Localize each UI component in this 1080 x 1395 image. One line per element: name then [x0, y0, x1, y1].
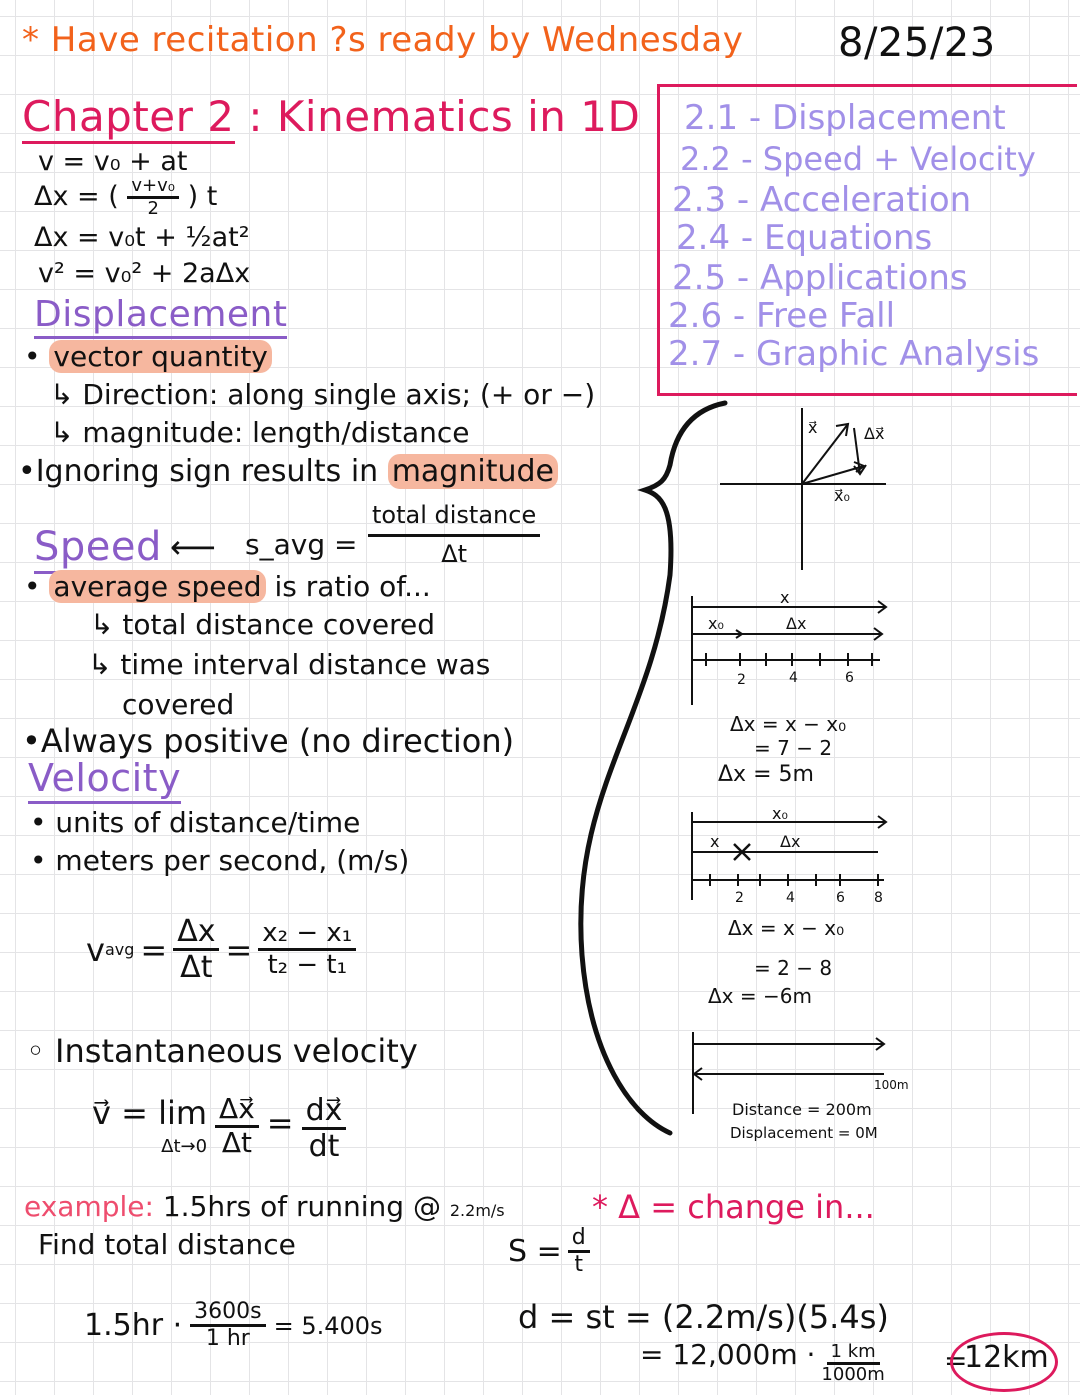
number-line-diagram-1 [680, 590, 900, 710]
equation-3: Δx = v₀t + ½at² [34, 222, 250, 253]
distance-calc-line-2: = 12,000m · $\frac{1 km}{1000m}$ [640, 1338, 885, 1385]
line1-calc-2: = 7 − 2 [754, 736, 833, 760]
line2-calc-1: Δx = x − x₀ [728, 916, 845, 940]
toc-item: 2.6 - Free Fall [668, 296, 896, 336]
round-trip-length-label: 100m [874, 1078, 909, 1092]
example-problem: example: 1.5hrs of running @ 2.2m/s [24, 1190, 505, 1223]
displacement-magnitude: ↳ magnitude: length/distance [50, 416, 470, 449]
speed-average-bullet: • average speed is ratio of... [24, 570, 431, 603]
line2-dx-label: Δx [780, 832, 801, 851]
average-velocity-formula: v avg = $\frac{\Delta x}{\Delta t}$ = $\frac{\text{x₂ − x₁}}{\text{t₂ − t₁}}$ [86, 915, 356, 984]
line1-tick-label: 2 [737, 672, 746, 688]
line1-calc-3: Δx = 5m [718, 762, 814, 787]
velocity-heading: Velocity [28, 756, 181, 800]
equation-4: v² = v₀² + 2aΔx [38, 258, 251, 289]
distance-calc-line-1: d = st = (2.2m/s)(5.4s) [518, 1298, 889, 1336]
toc-item: 2.3 - Acceleration [672, 180, 972, 220]
line2-tick-label: 6 [836, 890, 845, 906]
line2-tick-label: 4 [786, 890, 795, 906]
answer-equals: = [944, 1344, 968, 1377]
speed-formula-fraction: $\frac{\text{total distance}}{\Delta t}$ [368, 502, 540, 568]
line2-tick-label: 2 [735, 890, 744, 906]
velocity-mps: • meters per second, (m/s) [30, 844, 410, 877]
toc-item: 2.2 - Speed + Velocity [680, 140, 1036, 178]
note-date: 8/25/23 [838, 20, 996, 66]
eq2-fraction: $\frac{\text{v+v₀}}{2}$ [127, 176, 179, 219]
line1-x0-label: x₀ [708, 614, 724, 633]
speed-time-interval: ↳ time interval distance was [88, 648, 491, 681]
displacement-direction: ↳ Direction: along single axis; (+ or −) [50, 378, 596, 411]
displacement-ignoring-sign: •Ignoring sign results in magnitude [18, 454, 558, 489]
reminder-note: * Have recitation ?s ready by Wednesday [22, 20, 744, 60]
displacement-heading: Displacement [34, 294, 287, 335]
line2-tick-label: 8 [874, 890, 883, 906]
example-label: example: [24, 1190, 154, 1223]
time-conversion: 1.5hr · $\frac{3600s}{1 hr}$ = 5.400s [84, 1299, 383, 1352]
speed-time-interval-cont: covered [122, 688, 235, 721]
toc-item: 2.4 - Equations [676, 218, 933, 258]
chapter-title [22, 92, 640, 141]
line1-dx-label: Δx [786, 614, 807, 633]
vector-dx-label: Δx⃗ [864, 424, 885, 443]
line2-x-label: x [710, 832, 720, 851]
line2-calc-2: = 2 − 8 [754, 956, 833, 980]
line2-calc-3: Δx = −6m [708, 984, 812, 1008]
speed-heading: Speed [34, 524, 162, 570]
speed-always-positive: •Always positive (no direction) [22, 722, 515, 760]
line1-tick-label: 6 [845, 670, 854, 686]
line1-tick-label: 4 [789, 670, 798, 686]
toc-item: 2.7 - Graphic Analysis [668, 334, 1040, 374]
round-trip-distance: Distance = 200m [732, 1100, 872, 1119]
delta-definition-note: * Δ = change in... [592, 1188, 875, 1226]
instantaneous-velocity-heading: ◦ Instantaneous velocity [26, 1032, 418, 1070]
toc-item: 2.1 - Displacement [684, 98, 1006, 138]
chapter-title-suffix: : Kinematics in 1D [248, 92, 641, 141]
line2-x0-label: x₀ [772, 804, 788, 823]
speed-total-distance: ↳ total distance covered [90, 608, 436, 641]
vector-x0-label: x⃗₀ [834, 486, 850, 505]
toc-item: 2.5 - Applications [672, 258, 968, 298]
instantaneous-velocity-formula: v⃗ = lim Δt→0 $\frac{\Delta x⃗}{\Delta t}$ = $\frac{dx⃗}{dt}$ [92, 1094, 346, 1163]
final-answer: 12km [964, 1340, 1049, 1375]
equation-1: v = v₀ + at [38, 146, 188, 177]
speed-arrow: ⟵ [170, 528, 216, 566]
chapter-title-prefix: Chapter 2 [22, 92, 235, 144]
vector-x-label: x⃗ [808, 418, 818, 437]
round-trip-displacement: Displacement = 0M [730, 1124, 878, 1142]
speed-formula-lhs: s_avg = [245, 528, 358, 561]
velocity-units: • units of distance/time [30, 806, 361, 839]
line1-calc-1: Δx = x − x₀ [730, 712, 847, 736]
line1-x-label: x [780, 588, 790, 607]
equation-2: Δx = ( $\frac{\text{v+v₀}}{2}$ ) t [34, 175, 218, 219]
speed-formula-example: S = $\frac{d}{t}$ [508, 1226, 590, 1277]
displacement-bullet-vector: • vector quantity [24, 340, 272, 373]
example-find: Find total distance [38, 1228, 296, 1261]
